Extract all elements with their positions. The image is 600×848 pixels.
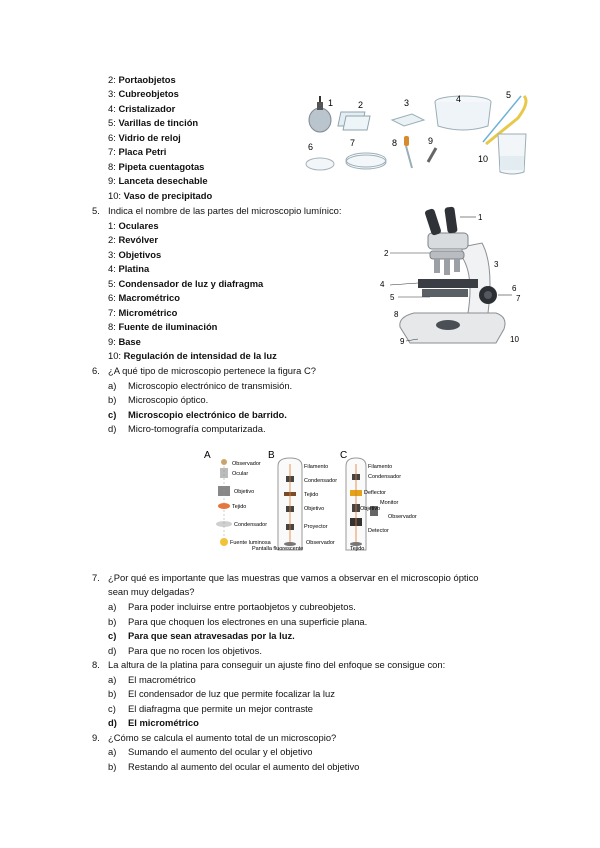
svg-text:Observador: Observador [388,514,417,520]
q5-item: 1: Oculares [108,220,159,231]
svg-text:Fuente luminosa: Fuente luminosa [230,540,271,546]
lancet-icon [428,148,436,162]
q5-item: 5: Condensador de luz y diafragma [108,278,264,289]
q4-item: 8: Pipeta cuentagotas [108,161,205,172]
svg-text:Objetivo: Objetivo [234,489,255,495]
q6-option-d: d) Micro-tomografía computarizada. [108,423,266,434]
svg-text:5: 5 [506,90,512,100]
svg-text:6: 6 [512,284,517,293]
svg-text:8: 8 [392,138,398,148]
svg-text:Monitor: Monitor [380,500,399,506]
svg-text:B: B [268,450,275,461]
q4-item: 3: Cubreobjetos [108,88,179,99]
svg-text:5: 5 [390,293,395,302]
svg-text:Condensador: Condensador [304,478,338,484]
q4-item: 10: Vaso de precipitado [108,190,213,201]
tem-diagram [278,458,302,550]
q7-option-b: b) Para que choquen los electrones en una superficie plana. [108,616,368,627]
q5-item: 9: Base [108,336,141,347]
svg-text:Objetivo: Objetivo [360,506,381,512]
q8-number: 8. [92,659,100,670]
beaker-icon [498,134,526,174]
crystallizer-icon [435,96,491,130]
svg-text:Proyector: Proyector [304,524,328,530]
q5-item: 2: Revólver [108,234,159,245]
svg-text:2: 2 [358,100,364,110]
microscope-image [370,205,530,355]
svg-text:7: 7 [350,138,356,148]
q5-text: Indica el nombre de las partes del microscopio lumínico: [108,205,342,216]
q5-item: 10: Regulación de intensidad de la luz [108,350,277,361]
q5-item: 8: Fuente de iluminación [108,321,218,332]
q7-option-a: a) Para poder incluirse entre portaobjetos y cubreobjetos. [108,601,356,612]
q7-text-line2: sean muy delgadas? [108,586,195,597]
dropper-icon [404,136,412,168]
svg-text:Detector: Detector [368,528,389,534]
svg-text:Ocular: Ocular [232,471,249,477]
svg-text:9: 9 [428,136,434,146]
q7-text-line1: ¿Por qué es importante que las muestras que vamos a observar en el microscopio óptico [108,572,479,583]
svg-text:4: 4 [456,94,462,104]
q4-item: 4: Cristalizador [108,103,176,114]
q6-option-a: a) Microscopio electrónico de transmisión. [108,380,293,391]
q4-item: 5: Varillas de tinción [108,117,199,128]
q8-option-d: d) El micrométrico [108,717,199,728]
q9-number: 9. [92,732,100,743]
svg-text:Condensador: Condensador [368,474,402,480]
q8-option-a: a) El macrométrico [108,674,196,685]
q7-option-c: c) Para que sean atravesadas por la luz. [108,630,295,641]
svg-text:2: 2 [384,249,389,258]
svg-text:9: 9 [400,337,405,346]
slides-icon [338,112,370,130]
svg-text:8: 8 [394,310,399,319]
q4-item: 6: Vidrio de reloj [108,132,181,143]
petri-dish-icon [346,153,386,169]
optical-microscope-diagram [216,459,232,546]
svg-text:Tejido: Tejido [232,504,247,510]
svg-text:A: A [204,450,211,461]
lab-materials-image [300,88,535,180]
q7-option-d: d) Para que no rocen los objetivos. [108,645,262,656]
svg-text:Observador: Observador [232,461,261,467]
svg-text:Tejido: Tejido [304,492,319,498]
q6-number: 6. [92,365,100,376]
q4-item: 7: Placa Petri [108,146,167,157]
svg-text:7: 7 [516,294,521,303]
q5-item: 7: Micrométrico [108,307,178,318]
coverslips-icon [392,114,424,126]
svg-text:Tejido: Tejido [350,546,365,552]
svg-text:3: 3 [494,260,499,269]
svg-text:Pantalla fluorescente: Pantalla fluorescente [252,546,304,552]
q5-item: 4: Platina [108,263,150,274]
microscope-types-figure [200,446,430,556]
q9-text: ¿Cómo se calcula el aumento total de un microscopio? [108,732,337,743]
q6-option-c: c) Microscopio electrónico de barrido. [108,409,287,420]
svg-text:10: 10 [510,335,519,344]
svg-text:6: 6 [308,142,314,152]
q6-text: ¿A qué tipo de microscopio pertenece la figura C? [108,365,316,376]
q7-number: 7. [92,572,100,583]
svg-text:1: 1 [478,213,483,222]
q5-item: 3: Objetivos [108,249,162,260]
svg-text:Observador: Observador [306,540,335,546]
q5-item: 6: Macrométrico [108,292,180,303]
q4-item: 2: Portaobjetos [108,74,176,85]
svg-text:10: 10 [478,154,489,164]
q8-option-b: b) El condensador de luz que permite focalizar la luz [108,688,335,699]
svg-text:Filamento: Filamento [368,464,393,470]
svg-text:Deflector: Deflector [364,490,387,496]
q6-option-b: b) Microscopio óptico. [108,394,209,405]
q8-option-c: c) El diafragma que permite un mejor contraste [108,703,313,714]
svg-text:Filamento: Filamento [304,464,329,470]
q9-option-a: a) Sumando el aumento del ocular y el objetivo [108,746,313,757]
svg-text:C: C [340,450,348,461]
q5-number: 5. [92,205,100,216]
q9-option-b: b) Restando al aumento del ocular el aumento del objetivo [108,761,360,772]
svg-text:4: 4 [380,280,385,289]
svg-text:Objetivo: Objetivo [304,506,325,512]
watch-glass-icon [306,158,334,170]
q4-item: 9: Lanceta desechable [108,175,208,186]
svg-text:1: 1 [328,98,334,108]
svg-text:Condensador: Condensador [234,522,268,528]
q8-text: La altura de la platina para conseguir un ajuste fino del enfoque se consigue con: [108,659,446,670]
svg-text:3: 3 [404,98,410,108]
